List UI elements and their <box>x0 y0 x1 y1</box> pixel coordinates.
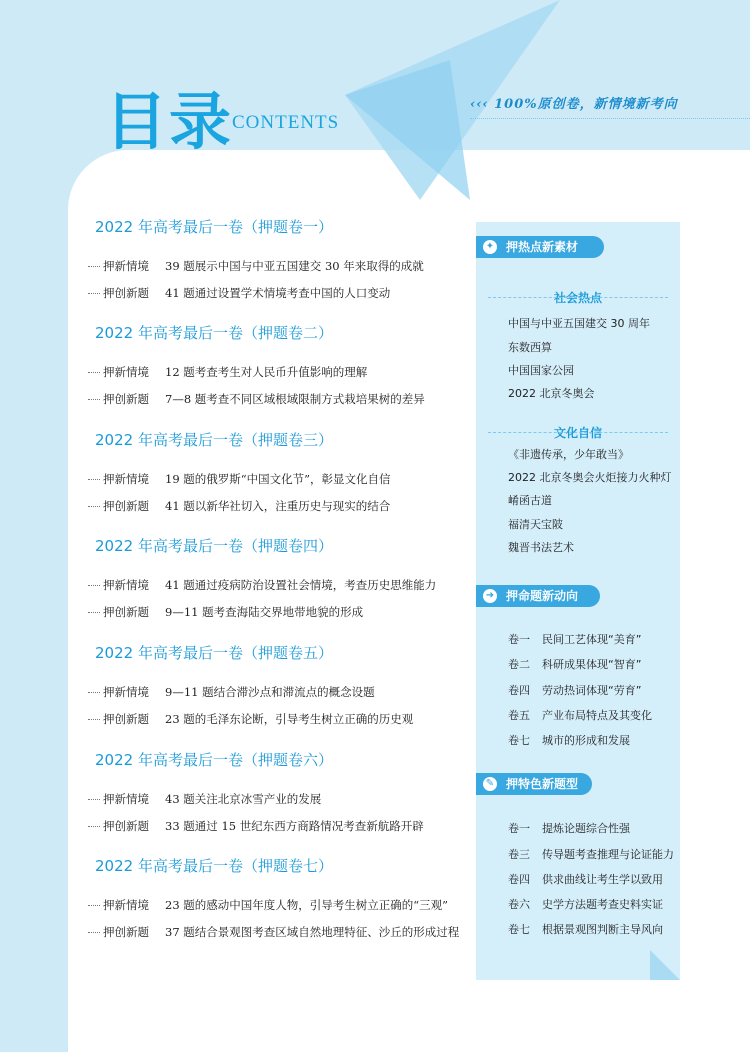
sidebar-item[interactable]: 卷六 史学方法题考查史料实证 <box>508 898 663 911</box>
entry-text: 23 题的感动中国年度人物，引导考生树立正确的“三观” <box>165 898 449 912</box>
entry-text: 7—8 题考查不同区域根域限制方式栽培果树的差异 <box>165 392 425 406</box>
entry-tag: 押创新题 <box>103 286 149 300</box>
leader-dots <box>88 479 100 481</box>
leader-dots <box>88 372 100 374</box>
entry-tag: 押创新题 <box>103 925 149 939</box>
page-title: 目录 <box>105 85 234 158</box>
leader-dots <box>88 585 100 587</box>
sidebar-item[interactable]: 中国与中亚五国建交 30 周年 <box>508 317 650 330</box>
entry-text: 9—11 题结合滞沙点和滞流点的概念设题 <box>165 685 375 699</box>
sidebar-item[interactable]: 卷一 提炼论题综合性强 <box>508 822 630 835</box>
leader-dots <box>88 905 100 907</box>
entry-tag: 押创新题 <box>103 712 149 726</box>
entry-text: 9—11 题考查海陆交界地带地貌的形成 <box>165 605 364 619</box>
sidebar-item[interactable]: 卷三 传导题考查推理与论证能力 <box>508 848 674 861</box>
entry-text: 37 题结合景观图考查区域自然地理特征、沙丘的形成过程 <box>165 925 460 939</box>
sidebar-item[interactable]: 卷四 供求曲线让考生学以致用 <box>508 873 663 886</box>
entry-tag: 押创新题 <box>103 819 149 833</box>
leader-dots <box>88 719 100 721</box>
leader-dots <box>88 826 100 828</box>
entry-tag: 押新情境 <box>103 365 149 379</box>
entry-tag: 押新情境 <box>103 685 149 699</box>
entry-text: 41 题通过疫病防治设置社会情境，考查历史思维能力 <box>165 578 437 592</box>
sidebar-subheading-social: 社会热点 <box>553 291 602 305</box>
sidebar-item[interactable]: 中国国家公园 <box>508 364 574 377</box>
sidebar-heading-hot: ✦ 押热点新素材 <box>476 236 604 258</box>
entry-tag: 押新情境 <box>103 259 149 273</box>
entry-tag: 押创新题 <box>103 499 149 513</box>
sidebar-item[interactable]: 卷七 城市的形成和发展 <box>508 734 630 747</box>
paper-entry[interactable] <box>88 498 390 514</box>
leader-dots <box>88 932 100 934</box>
sidebar-subheading-culture: 文化自信 <box>553 426 602 440</box>
pen-icon: ✎ <box>483 777 497 791</box>
paper-entry[interactable] <box>88 258 424 274</box>
paper-entry[interactable] <box>88 391 425 407</box>
entry-tag: 押新情境 <box>103 792 149 806</box>
leader-dots <box>88 293 100 295</box>
sidebar-item[interactable]: 卷五 产业布局特点及其变化 <box>508 709 652 722</box>
entry-text: 41 题以新华社切入，注重历史与现实的结合 <box>165 499 391 513</box>
page-fold-corner <box>650 950 680 980</box>
slogan: ‹‹‹ 100%原创卷，新情境新考向 <box>470 97 678 112</box>
entry-tag: 押新情境 <box>103 578 149 592</box>
entry-tag: 押新情境 <box>103 898 149 912</box>
slogan-divider <box>470 118 750 119</box>
sidebar-item[interactable]: 卷四 劳动热词体现“劳育” <box>508 684 642 697</box>
paper-entry[interactable] <box>88 577 436 593</box>
sidebar-item[interactable]: 2022 北京冬奥会火炬接力火种灯 <box>508 471 672 484</box>
paper-entry[interactable] <box>88 897 448 913</box>
paper-entry[interactable] <box>88 924 459 940</box>
leader-dots <box>88 506 100 508</box>
sidebar-item[interactable]: 东数西算 <box>508 341 552 354</box>
paper-entry[interactable] <box>88 791 321 807</box>
sidebar-heading-feature: ✎ 押特色新题型 <box>476 773 592 795</box>
sidebar-item[interactable]: 卷一 民间工艺体现“美育” <box>508 633 642 646</box>
entry-text: 12 题考查考生对人民币升值影响的理解 <box>165 365 368 379</box>
paper-title[interactable]: 2022 年高考最后一卷（押题卷二） <box>95 324 333 342</box>
entry-text: 33 题通过 15 世纪东西方商路情况考查新航路开辟 <box>165 819 424 833</box>
entry-text: 19 题的俄罗斯“中国文化节”，彰显文化自信 <box>165 472 391 486</box>
sidebar-item[interactable]: 卷二 科研成果体现“智育” <box>508 658 642 671</box>
paper-title[interactable]: 2022 年高考最后一卷（押题卷六） <box>95 751 333 769</box>
sidebar-subheading-line <box>488 432 668 433</box>
leader-dots <box>88 612 100 614</box>
paper-entry[interactable] <box>88 285 390 301</box>
paper-entry[interactable] <box>88 711 413 727</box>
leader-dots <box>88 692 100 694</box>
entry-text: 39 题展示中国与中亚五国建交 30 年来取得的成就 <box>165 259 424 273</box>
bulb-icon: ✦ <box>483 240 497 254</box>
entry-text: 23 题的毛泽东论断，引导考生树立正确的历史观 <box>165 712 414 726</box>
leader-dots <box>88 799 100 801</box>
entry-tag: 押创新题 <box>103 392 149 406</box>
sidebar-heading-trend: ➜ 押命题新动向 <box>476 585 600 607</box>
paper-entry[interactable] <box>88 604 363 620</box>
sidebar-item[interactable]: 魏晋书法艺术 <box>508 541 574 554</box>
sidebar-item[interactable]: 卷七 根据景观图判断主导风向 <box>508 923 663 936</box>
paper-entry[interactable] <box>88 471 391 487</box>
paper-title[interactable]: 2022 年高考最后一卷（押题卷七） <box>95 857 333 875</box>
paper-title[interactable]: 2022 年高考最后一卷（押题卷三） <box>95 431 333 449</box>
leader-dots <box>88 266 100 268</box>
page-title-en: CONTENTS <box>232 112 340 133</box>
leader-dots <box>88 399 100 401</box>
sidebar-item[interactable]: 《非遗传承，少年敢当》 <box>508 448 629 461</box>
sidebar-item[interactable]: 福清天宝陂 <box>508 518 563 531</box>
paper-title[interactable]: 2022 年高考最后一卷（押题卷四） <box>95 537 333 555</box>
entry-tag: 押新情境 <box>103 472 149 486</box>
compass-icon: ➜ <box>483 589 497 603</box>
paper-title[interactable]: 2022 年高考最后一卷（押题卷五） <box>95 644 333 662</box>
paper-entry[interactable] <box>88 364 367 380</box>
sidebar-item[interactable]: 崤函古道 <box>508 494 552 507</box>
entry-tag: 押创新题 <box>103 605 149 619</box>
entry-text: 43 题关注北京冰雪产业的发展 <box>165 792 322 806</box>
sidebar-item[interactable]: 2022 北京冬奥会 <box>508 387 595 400</box>
paper-entry[interactable] <box>88 818 424 834</box>
paper-title[interactable]: 2022 年高考最后一卷（押题卷一） <box>95 218 333 236</box>
paper-entry[interactable] <box>88 684 375 700</box>
entry-text: 41 题通过设置学术情境考查中国的人口变动 <box>165 286 391 300</box>
sidebar-subheading-line <box>488 297 668 298</box>
